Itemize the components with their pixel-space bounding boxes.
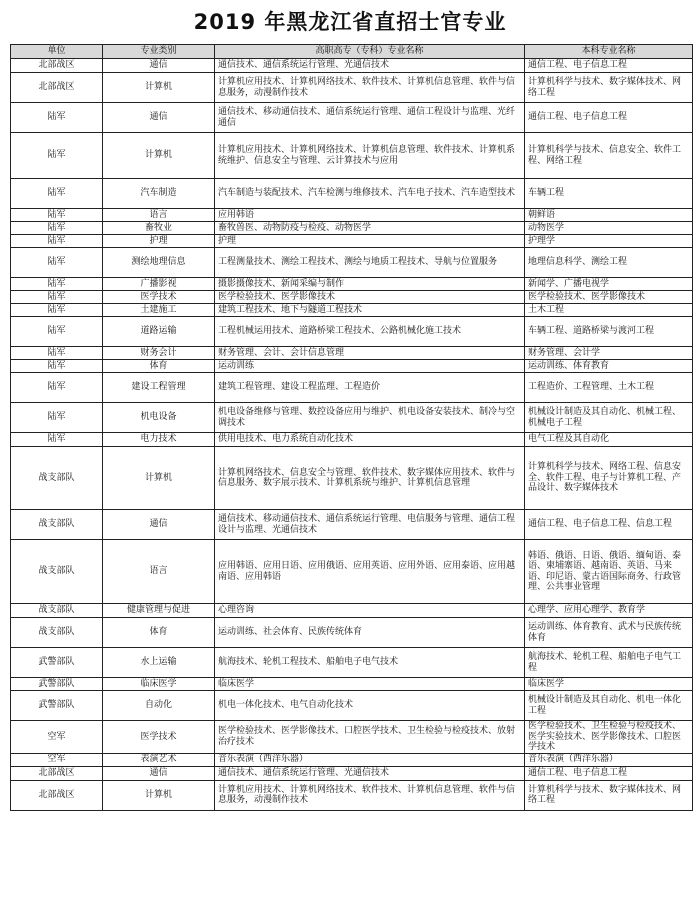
unit-cell: 陆军 — [11, 317, 103, 347]
vocational-majors-cell: 心理咨询 — [215, 604, 525, 618]
bachelor-majors-cell: 新闻学、广播电视学 — [525, 278, 693, 291]
vocational-majors-cell: 运动训练、社会体育、民族传统体育 — [215, 618, 525, 648]
document-title: 2019 年黑龙江省直招士官专业 — [193, 10, 507, 34]
category-cell: 计算机 — [103, 447, 215, 510]
bachelor-majors-cell: 机械设计制造及其自动化、机电一体化工程 — [525, 691, 693, 721]
bachelor-majors-cell: 通信工程、电子信息工程 — [525, 59, 693, 73]
bachelor-majors-cell: 朝鲜语 — [525, 209, 693, 222]
table-row — [11, 447, 693, 510]
unit-cell: 陆军 — [11, 304, 103, 317]
unit-cell: 陆军 — [11, 433, 103, 447]
category-cell: 水上运输 — [103, 648, 215, 678]
unit-cell: 陆军 — [11, 347, 103, 360]
vocational-majors-cell: 护理 — [215, 235, 525, 248]
table-row — [11, 304, 693, 317]
table-row — [11, 780, 693, 810]
table-row — [11, 278, 693, 291]
vocational-majors-cell: 通信技术、移动通信技术、通信系统运行管理、电信服务与管理、通信工程设计与监理、光通信技术 — [215, 510, 525, 540]
bachelor-majors-cell: 车辆工程、道路桥梁与渡河工程 — [525, 317, 693, 347]
table-row — [11, 73, 693, 103]
bachelor-majors-cell: 通信工程、电子信息工程 — [525, 766, 693, 780]
table-row — [11, 433, 693, 447]
vocational-majors-cell: 供用电技术、电力系统自动化技术 — [215, 433, 525, 447]
table-row — [11, 540, 693, 604]
bachelor-majors-cell: 护理学 — [525, 235, 693, 248]
unit-cell: 陆军 — [11, 235, 103, 248]
bachelor-majors-cell: 财务管理、会计学 — [525, 347, 693, 360]
bachelor-majors-cell: 工程造价、工程管理、土木工程 — [525, 373, 693, 403]
table-row — [11, 618, 693, 648]
table-row — [11, 360, 693, 373]
table-row — [11, 59, 693, 73]
unit-cell: 战支部队 — [11, 618, 103, 648]
vocational-majors-cell: 摄影摄像技术、新闻采编与制作 — [215, 278, 525, 291]
category-cell: 电力技术 — [103, 433, 215, 447]
category-cell: 健康管理与促进 — [103, 604, 215, 618]
table-row — [11, 403, 693, 433]
table-row — [11, 510, 693, 540]
vocational-majors-cell: 音乐表演（西洋乐器） — [215, 753, 525, 766]
vocational-majors-cell: 机电设备维修与管理、数控设备应用与维护、机电设备安装技术、制冷与空调技术 — [215, 403, 525, 433]
bachelor-majors-cell: 计算机科学与技术、数字媒体技术、网络工程 — [525, 73, 693, 103]
vocational-majors-cell: 运动训练 — [215, 360, 525, 373]
unit-cell: 北部战区 — [11, 59, 103, 73]
category-cell: 测绘地理信息 — [103, 248, 215, 278]
header-category: 专业类别 — [103, 45, 215, 59]
vocational-majors-cell: 医学检验技术、医学影像技术 — [215, 291, 525, 304]
bachelor-majors-cell: 通信工程、电子信息工程 — [525, 103, 693, 133]
unit-cell: 陆军 — [11, 403, 103, 433]
table-row — [11, 678, 693, 691]
bachelor-majors-cell: 土木工程 — [525, 304, 693, 317]
unit-cell: 陆军 — [11, 360, 103, 373]
category-cell: 语言 — [103, 540, 215, 604]
category-cell: 通信 — [103, 103, 215, 133]
table-row — [11, 209, 693, 222]
header-bachelor: 本科专业名称 — [525, 45, 693, 59]
table-row — [11, 753, 693, 766]
vocational-majors-cell: 应用韩语 — [215, 209, 525, 222]
vocational-majors-cell: 财务管理、会计、会计信息管理 — [215, 347, 525, 360]
unit-cell: 战支部队 — [11, 447, 103, 510]
unit-cell: 北部战区 — [11, 766, 103, 780]
table-row — [11, 648, 693, 678]
category-cell: 体育 — [103, 360, 215, 373]
table-row — [11, 248, 693, 278]
vocational-majors-cell: 通信技术、通信系统运行管理、光通信技术 — [215, 766, 525, 780]
category-cell: 通信 — [103, 59, 215, 73]
table-header-row — [11, 45, 693, 59]
bachelor-majors-cell: 动物医学 — [525, 222, 693, 235]
category-cell: 通信 — [103, 510, 215, 540]
table-body — [11, 59, 693, 811]
table-row — [11, 347, 693, 360]
bachelor-majors-cell: 地理信息科学、测绘工程 — [525, 248, 693, 278]
bachelor-majors-cell: 临床医学 — [525, 678, 693, 691]
unit-cell: 武警部队 — [11, 648, 103, 678]
category-cell: 建设工程管理 — [103, 373, 215, 403]
unit-cell: 空军 — [11, 721, 103, 754]
bachelor-majors-cell: 车辆工程 — [525, 179, 693, 209]
unit-cell: 陆军 — [11, 222, 103, 235]
vocational-majors-cell: 应用韩语、应用日语、应用俄语、应用英语、应用外语、应用泰语、应用越南语、应用韩语 — [215, 540, 525, 604]
category-cell: 道路运输 — [103, 317, 215, 347]
category-cell: 医学技术 — [103, 721, 215, 754]
unit-cell: 战支部队 — [11, 540, 103, 604]
vocational-majors-cell: 航海技术、轮机工程技术、船舶电子电气技术 — [215, 648, 525, 678]
unit-cell: 北部战区 — [11, 73, 103, 103]
category-cell: 广播影视 — [103, 278, 215, 291]
table-row — [11, 373, 693, 403]
category-cell: 财务会计 — [103, 347, 215, 360]
vocational-majors-cell: 汽车制造与装配技术、汽车检测与维修技术、汽车电子技术、汽车造型技术 — [215, 179, 525, 209]
unit-cell: 战支部队 — [11, 510, 103, 540]
unit-cell: 陆军 — [11, 103, 103, 133]
unit-cell: 陆军 — [11, 373, 103, 403]
bachelor-majors-cell: 机械设计制造及其自动化、机械工程、机械电子工程 — [525, 403, 693, 433]
table-row — [11, 691, 693, 721]
bachelor-majors-cell: 心理学、应用心理学、教育学 — [525, 604, 693, 618]
unit-cell: 陆军 — [11, 248, 103, 278]
vocational-majors-cell: 计算机应用技术、计算机网络技术、计算机信息管理、软件技术、计算机系统维护、信息安全与管理、云计算技术与应用 — [215, 133, 525, 179]
vocational-majors-cell: 工程机械运用技术、道路桥梁工程技术、公路机械化施工技术 — [215, 317, 525, 347]
category-cell: 医学技术 — [103, 291, 215, 304]
unit-cell: 陆军 — [11, 133, 103, 179]
category-cell: 畜牧业 — [103, 222, 215, 235]
bachelor-majors-cell: 音乐表演（西洋乐器） — [525, 753, 693, 766]
category-cell: 机电设备 — [103, 403, 215, 433]
vocational-majors-cell: 通信技术、通信系统运行管理、光通信技术 — [215, 59, 525, 73]
bachelor-majors-cell: 通信工程、电子信息工程、信息工程 — [525, 510, 693, 540]
vocational-majors-cell: 临床医学 — [215, 678, 525, 691]
header-unit: 单位 — [11, 45, 103, 59]
bachelor-majors-cell: 计算机科学与技术、信息安全、软件工程、网络工程 — [525, 133, 693, 179]
table-row — [11, 604, 693, 618]
table-row — [11, 235, 693, 248]
category-cell: 体育 — [103, 618, 215, 648]
category-cell: 表演艺术 — [103, 753, 215, 766]
unit-cell: 武警部队 — [11, 691, 103, 721]
vocational-majors-cell: 工程测量技术、测绘工程技术、测绘与地质工程技术、导航与位置服务 — [215, 248, 525, 278]
bachelor-majors-cell: 运动训练、体育教育、武术与民族传统体育 — [525, 618, 693, 648]
table-row — [11, 317, 693, 347]
bachelor-majors-cell: 计算机科学与技术、网络工程、信息安全、软件工程、电子与计算机工程、产品设计、数字媒体技术 — [525, 447, 693, 510]
category-cell: 汽车制造 — [103, 179, 215, 209]
vocational-majors-cell: 建筑工程管理、建设工程监理、工程造价 — [215, 373, 525, 403]
table-row — [11, 222, 693, 235]
vocational-majors-cell: 医学检验技术、医学影像技术、口腔医学技术、卫生检验与检疫技术、放射治疗技术 — [215, 721, 525, 754]
unit-cell: 陆军 — [11, 291, 103, 304]
unit-cell: 空军 — [11, 753, 103, 766]
vocational-majors-cell: 畜牧兽医、动物防疫与检疫、动物医学 — [215, 222, 525, 235]
category-cell: 计算机 — [103, 73, 215, 103]
category-cell: 语言 — [103, 209, 215, 222]
bachelor-majors-cell: 医学检验技术、卫生检验与检疫技术、医学实验技术、医学影像技术、口腔医学技术 — [525, 721, 693, 754]
vocational-majors-cell: 计算机网络技术、信息安全与管理、软件技术、数字媒体应用技术、软件与信息服务、数字展示技术、计算机系统与维护、计算机信息管理 — [215, 447, 525, 510]
unit-cell: 武警部队 — [11, 678, 103, 691]
table-row — [11, 766, 693, 780]
table-row — [11, 179, 693, 209]
bachelor-majors-cell: 医学检验技术、医学影像技术 — [525, 291, 693, 304]
bachelor-majors-cell: 运动训练、体育教育 — [525, 360, 693, 373]
bachelor-majors-cell: 电气工程及其自动化 — [525, 433, 693, 447]
category-cell: 计算机 — [103, 133, 215, 179]
category-cell: 计算机 — [103, 780, 215, 810]
table-row — [11, 103, 693, 133]
header-vocational: 高职高专（专科）专业名称 — [215, 45, 525, 59]
vocational-majors-cell: 计算机应用技术、计算机网络技术、软件技术、计算机信息管理、软件与信息服务，动漫制作技术 — [215, 780, 525, 810]
table-row — [11, 133, 693, 179]
category-cell: 护理 — [103, 235, 215, 248]
unit-cell: 陆军 — [11, 179, 103, 209]
bachelor-majors-cell: 计算机科学与技术、数字媒体技术、网络工程 — [525, 780, 693, 810]
vocational-majors-cell: 计算机应用技术、计算机网络技术、软件技术、计算机信息管理、软件与信息服务，动漫制作技术 — [215, 73, 525, 103]
vocational-majors-cell: 机电一体化技术、电气自动化技术 — [215, 691, 525, 721]
unit-cell: 北部战区 — [11, 780, 103, 810]
category-cell: 自动化 — [103, 691, 215, 721]
table-row — [11, 291, 693, 304]
unit-cell: 战支部队 — [11, 604, 103, 618]
vocational-majors-cell: 通信技术、移动通信技术、通信系统运行管理、通信工程设计与监理、光纤通信 — [215, 103, 525, 133]
table-row — [11, 721, 693, 754]
bachelor-majors-cell: 航海技术、轮机工程、船舶电子电气工程 — [525, 648, 693, 678]
majors-table — [10, 44, 693, 811]
vocational-majors-cell: 建筑工程技术、地下与隧道工程技术 — [215, 304, 525, 317]
category-cell: 临床医学 — [103, 678, 215, 691]
category-cell: 土建施工 — [103, 304, 215, 317]
unit-cell: 陆军 — [11, 209, 103, 222]
category-cell: 通信 — [103, 766, 215, 780]
unit-cell: 陆军 — [11, 278, 103, 291]
bachelor-majors-cell: 韩语、俄语、日语、俄语、缅甸语、泰语、柬埔寨语、越南语、英语、马来语、印尼语、蒙古语国际商务、行政管理、公共事业管理 — [525, 540, 693, 604]
